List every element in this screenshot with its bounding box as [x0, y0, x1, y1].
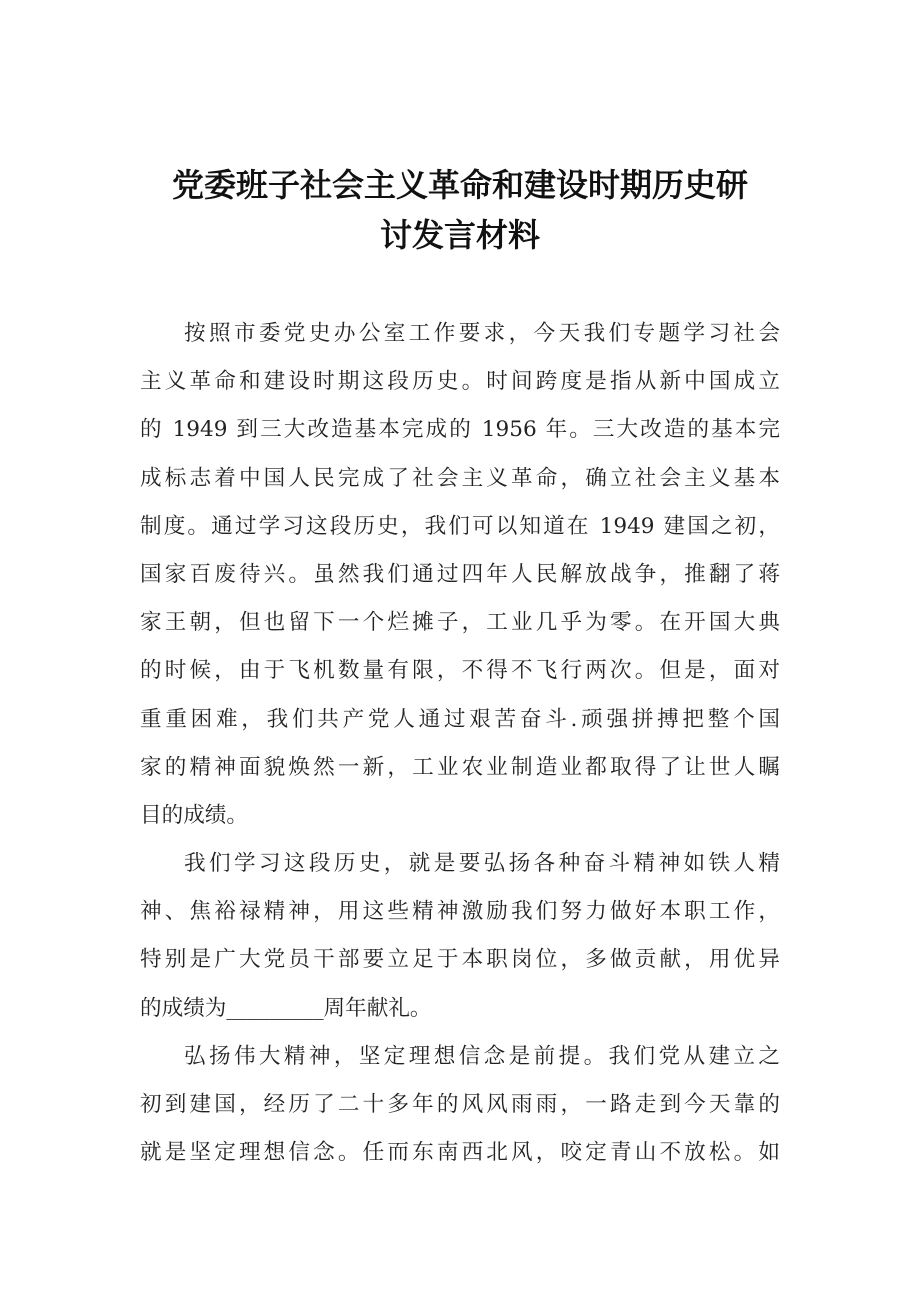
paragraph-2 — [140, 840, 780, 1033]
text-line: 初到建国，经历了二十多年的风风雨雨，一路走到今天靠的 — [140, 1092, 780, 1117]
text-line: 弘扬伟大精神，坚定理想信念是前提。我们党从建立之 — [184, 1043, 780, 1069]
text-line: 重重困难，我们共产党人通过艰苦奋斗.顽强拼搏把整个国 — [140, 706, 780, 732]
document-body — [140, 310, 780, 1177]
text-line: 神、焦裕禄精神，用这些精神激励我们努力做好本职工作， — [140, 899, 780, 925]
text-line: 就是坚定理想信念。任而东南西北风，咬定青山不放松。如 — [140, 1140, 780, 1166]
text-line: 主义革命和建设时期这段历史。时间跨度是指从新中国成立 — [140, 369, 780, 395]
text-line: 特别是广大党员干部要立足于本职岗位，多做贡献，用优异 — [140, 947, 780, 973]
text-line: 的 1949 到三大改造基本完成的 1956 年。三大改造的基本完 — [140, 417, 780, 443]
text-line: 我们学习这段历史，就是要弘扬各种奋斗精神如铁人精 — [184, 851, 780, 877]
text-line: 按照市委党史办公室工作要求，今天我们专题学习社会 — [184, 321, 780, 346]
text-line: 成标志着中国人民完成了社会主义革命，确立社会主义基本 — [140, 465, 780, 491]
paragraph-1 — [140, 310, 780, 840]
text-line: 家的精神面貌焕然一新，工业农业制造业都取得了让世人瞩 — [140, 754, 780, 780]
text-line: 目的成绩。 — [140, 802, 248, 828]
text-line: 家王朝，但也留下一个烂摊子，工业几乎为零。在开国大典 — [140, 610, 780, 636]
document-title — [120, 160, 800, 260]
text-line: 的成绩为_________周年献礼。 — [140, 995, 432, 1021]
text-line: 国家百废待兴。虽然我们通过四年人民解放战争，推翻了蒋 — [140, 561, 780, 587]
title-line: 讨发言材料 — [379, 216, 540, 254]
text-line: 的时候，由于飞机数量有限，不得不飞行两次。但是，面对 — [140, 658, 780, 684]
paragraph-3 — [140, 1033, 780, 1178]
text-line: 制度。通过学习这段历史，我们可以知道在 1949 建国之初， — [140, 513, 780, 539]
title-line: 党委班子社会主义革命和建设时期历史研 — [171, 166, 748, 204]
